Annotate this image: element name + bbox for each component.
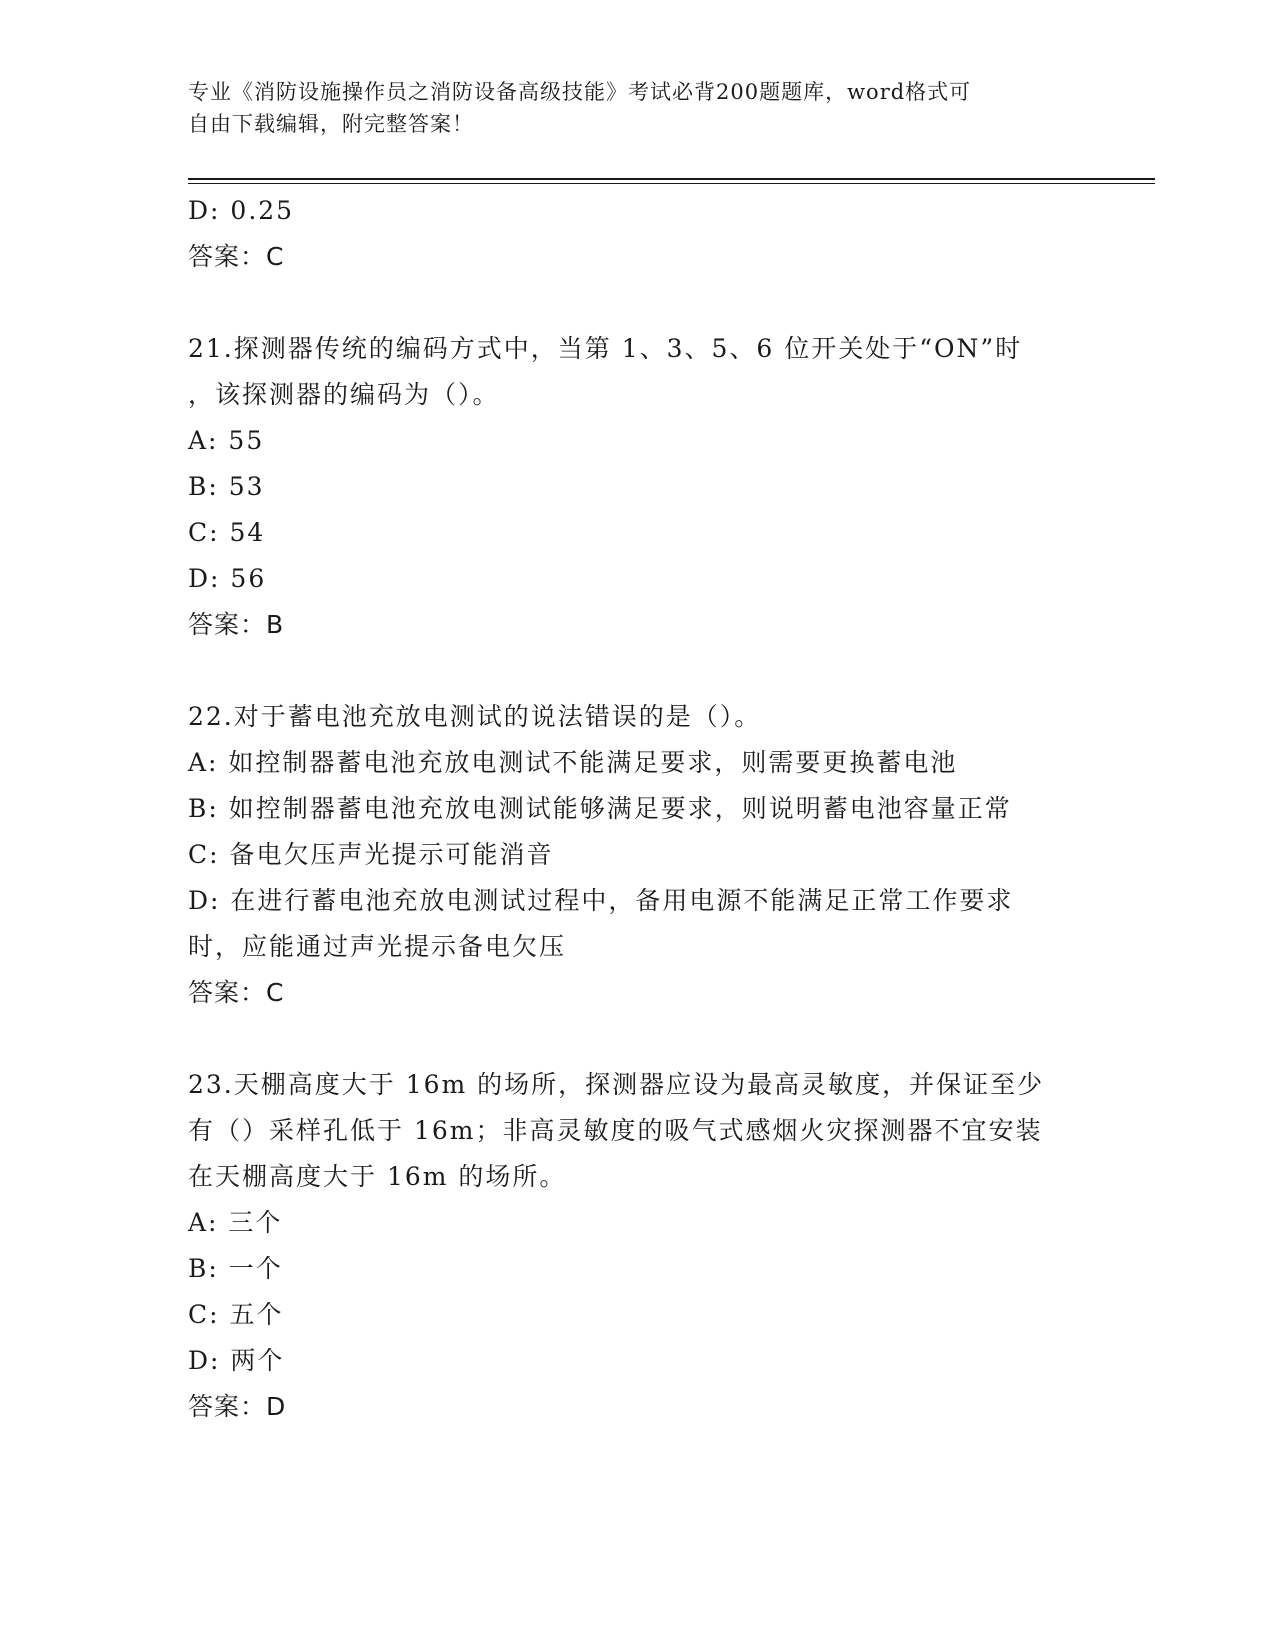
option-b: B: 如控制器蓄电池充放电测试能够满足要求，则说明蓄电池容量正常 — [188, 794, 1012, 823]
option-d-continuation: 时，应能通过声光提示备电欠压 — [188, 932, 567, 961]
option-d: D: 56 — [188, 564, 267, 593]
question-stem-line: 在天棚高度大于 16m 的场所。 — [188, 1162, 567, 1191]
header-line-1: 专业《消防设施操作员之消防设备高级技能》考试必背200题题库，word格式可 — [188, 80, 972, 104]
option-c: C: 五个 — [188, 1300, 284, 1329]
option-d: D: 两个 — [188, 1346, 285, 1375]
option-c: C: 54 — [188, 518, 266, 547]
option-b: B: 53 — [188, 472, 265, 501]
header-line-2: 自由下载编辑，附完整答案！ — [188, 112, 474, 136]
question-stem-line: 21.探测器传统的编码方式中，当第 1、3、5、6 位开关处于“ON”时 — [188, 334, 1023, 363]
question-stem-line: 有（）采样孔低于 16m；非高灵敏度的吸气式感烟火灾探测器不宜安装 — [188, 1116, 1043, 1145]
spacer — [188, 648, 1088, 694]
question-block-21 — [188, 326, 1088, 648]
question-stem-line: ，该探测器的编码为（）。 — [188, 380, 500, 409]
question-block-20 — [188, 188, 1088, 280]
option-a: A: 如控制器蓄电池充放电测试不能满足要求，则需要更换蓄电池 — [188, 748, 958, 777]
answer-line: 答案：D — [188, 1392, 287, 1421]
question-content — [188, 188, 1088, 1430]
spacer — [188, 280, 1088, 326]
option-b: B: 一个 — [188, 1254, 283, 1283]
header-divider-thin — [188, 183, 1155, 184]
header-divider-thick — [188, 178, 1155, 180]
question-stem-line: 23.天棚高度大于 16m 的场所，探测器应设为最高灵敏度，并保证至少 — [188, 1070, 1045, 1099]
answer-line: 答案：C — [188, 242, 285, 271]
answer-line: 答案：B — [188, 610, 285, 639]
option-d: D: 在进行蓄电池充放电测试过程中，备用电源不能满足正常工作要求 — [188, 886, 1014, 915]
answer-line: 答案：C — [188, 978, 285, 1007]
option-a: A: 三个 — [188, 1208, 283, 1237]
spacer — [188, 1016, 1088, 1062]
option-c: C: 备电欠压声光提示可能消音 — [188, 840, 554, 869]
question-block-23 — [188, 1062, 1088, 1430]
option-a: A: 55 — [188, 426, 265, 455]
question-stem-line: 22.对于蓄电池充放电测试的说法错误的是（）。 — [188, 702, 762, 731]
question-block-22 — [188, 694, 1088, 1016]
option-d: D: 0.25 — [188, 196, 295, 225]
document-header — [188, 76, 1088, 140]
